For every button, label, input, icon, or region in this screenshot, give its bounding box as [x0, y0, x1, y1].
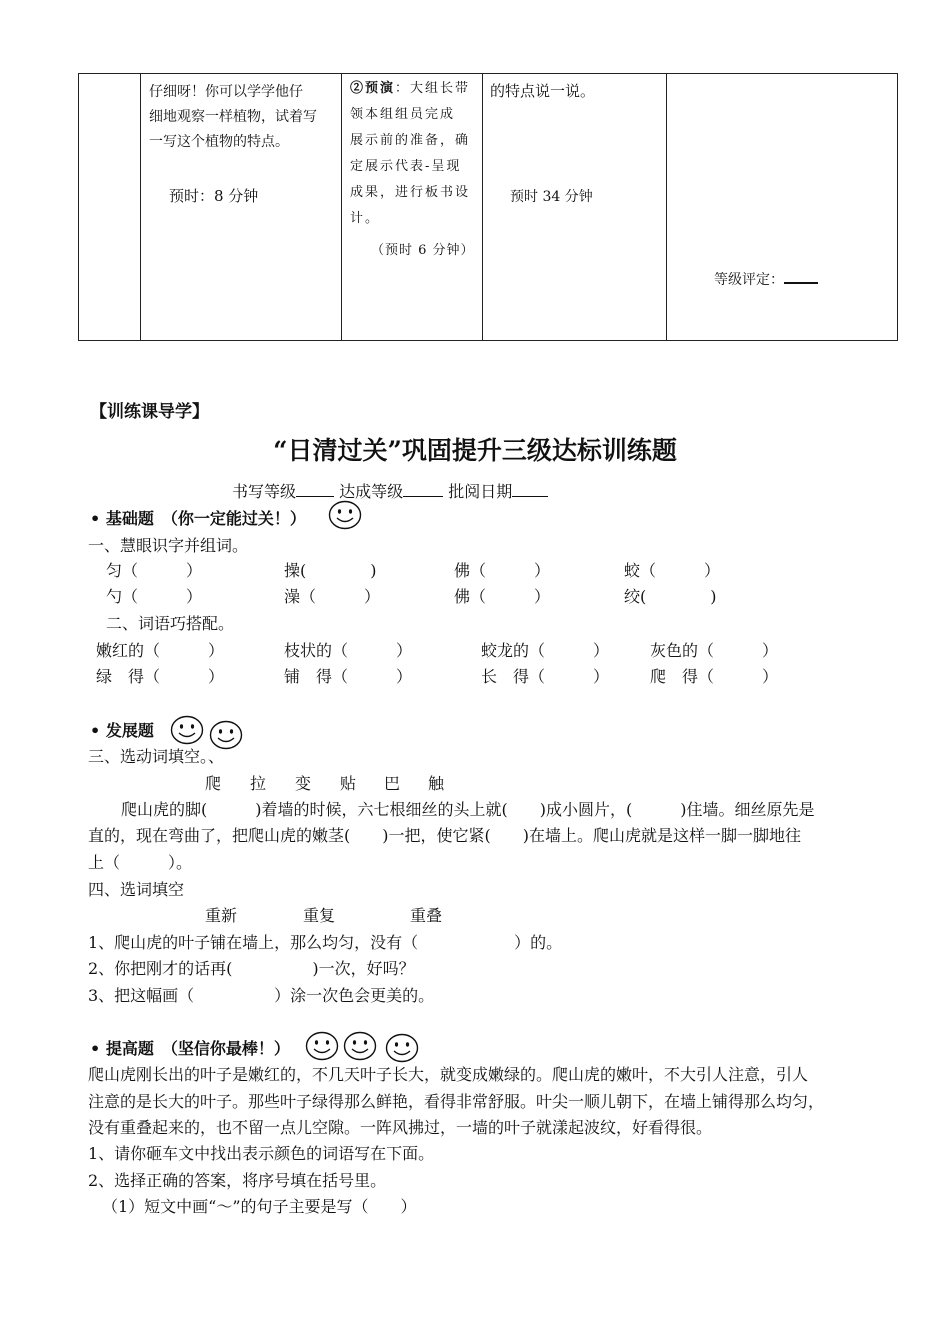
passage-line: 爬山虎刚长出的叶子是嫩红的，不几天叶子长大，就变成嫩绿的。爬山虎的嫩叶，不大引人注意，引人: [88, 1065, 809, 1084]
q1-cell: 勺（ ）: [106, 587, 203, 606]
col3-line: 定展示代表-呈现: [350, 159, 462, 174]
smiley-icon: [305, 1031, 339, 1061]
q4-item: 2、你把刚才的话再( )一次，好吗？: [88, 959, 415, 978]
develop-heading: [90, 718, 154, 741]
table-divider: [482, 74, 483, 340]
q3-para-line: 直的，现在弯曲了，把爬山虎的嫩茎( )一把，使它紧( )在墙上。爬山虎就是这样一脚一脚地往: [88, 826, 801, 845]
adv-q2-sub1: （1）短文中画“～”的句子主要是写（ ）: [102, 1197, 417, 1216]
section-tag: 【训练课导学】: [90, 402, 209, 422]
q1-title: 一、慧眼识字并组词。: [88, 536, 249, 555]
table-divider: [666, 74, 667, 340]
q4-item: 3、把这幅画（ ）涂一次色会更美的。: [88, 986, 435, 1005]
col3-prefix: ②预演: [350, 81, 396, 96]
q2-cell: 嫩红的（ ）: [96, 641, 225, 660]
q2-cell: 长 得（ ）: [481, 667, 610, 686]
basic-heading: [90, 506, 306, 529]
q1-cell: 佛（ ）: [454, 561, 551, 580]
grade-eval: [714, 268, 818, 289]
q1-cell: 蛟（ ）: [624, 561, 721, 580]
q3-word: 巴: [384, 774, 401, 793]
adv-q1: 1、请你砸车文中找出表示颜色的词语写在下面。: [88, 1144, 435, 1163]
writing-grade-label: 书写等级: [232, 482, 297, 501]
bullet: •: [90, 721, 101, 740]
q2-cell: 灰色的（ ）: [650, 641, 779, 660]
col3-time: （预时 6 分钟）: [371, 243, 475, 258]
basic-title: 基础题 （你一定能过关！）: [105, 509, 306, 528]
achieve-grade-blank: [403, 482, 443, 497]
lesson-table: [78, 73, 898, 341]
review-date-label: 批阅日期: [448, 482, 513, 501]
passage-line: 没有重叠起来的，也不留一点儿空隙。一阵风拂过，一墙的叶子就漾起波纹，好看得很。: [88, 1118, 713, 1137]
col2-line: 一写这个植物的特点。: [149, 134, 289, 150]
develop-title: 发展题: [105, 721, 154, 740]
q1-cell: 操( ): [284, 561, 377, 580]
grade-eval-label: 等级评定：: [714, 272, 784, 288]
smiley-icon: [385, 1033, 419, 1063]
q1-cell: 匀（ ）: [106, 561, 203, 580]
smiley-icon: [328, 500, 362, 530]
col3-line: 展示前的准备，确: [350, 133, 471, 148]
q2-cell: 绿 得（ ）: [96, 667, 225, 686]
bullet: •: [90, 1039, 101, 1058]
main-title: “日清过关”巩固提升三级达标训练题: [273, 436, 677, 465]
q3-word: 变: [295, 774, 312, 793]
col3-line: 成果，进行板书设: [350, 185, 471, 200]
q3-word: 爬: [205, 774, 222, 793]
col2-line: 仔细呀！你可以学学他仔: [149, 84, 303, 100]
writing-grade-blank: [296, 482, 334, 497]
advanced-heading: [90, 1036, 290, 1059]
q3-para-line: 上（ ）。: [88, 853, 193, 872]
q2-cell: 蛟龙的（ ）: [481, 641, 610, 660]
achieve-grade-label: 达成等级: [339, 482, 404, 501]
q3-word: 拉: [250, 774, 267, 793]
q4-word: 重新: [205, 906, 238, 925]
col2-text: [149, 80, 339, 155]
q3-word: 贴: [340, 774, 357, 793]
q4-title: 四、选词填空: [88, 880, 185, 899]
q2-cell: 铺 得（ ）: [284, 667, 413, 686]
passage-line: 注意的是长大的叶子。那些叶子绿得那么鲜艳，看得非常舒服。叶尖一顺儿朝下，在墙上铺得那么均匀，: [88, 1092, 825, 1111]
review-date-blank: [512, 482, 548, 497]
col2-time: 预时：8 分钟: [169, 187, 259, 205]
q2-title: 二、词语巧搭配。: [106, 614, 235, 633]
q3-title: 三、选动词填空。、: [88, 747, 225, 766]
col3-line: ：大组长带: [395, 81, 471, 96]
smiley-icon: [170, 715, 204, 745]
bullet: •: [90, 509, 101, 528]
col4-line: 的特点说一说。: [490, 82, 596, 100]
q4-word: 重复: [303, 906, 336, 925]
q3-word: 触: [428, 774, 445, 793]
q1-cell: 绞( ): [624, 587, 717, 606]
table-divider: [341, 74, 342, 340]
q2-cell: 枝状的（ ）: [284, 641, 413, 660]
table-divider: [140, 74, 141, 340]
q4-item: 1、爬山虎的叶子铺在墙上，那么均匀，没有（ ）的。: [88, 933, 563, 952]
col3-line: 领本组组员完成: [350, 107, 456, 122]
q1-cell: 澡（ ）: [284, 587, 381, 606]
q2-cell: 爬 得（ ）: [650, 667, 779, 686]
q3-para-line: 爬山虎的脚( )着墙的时候，六七根细丝的头上就( )成小圆片，( )住墙。细丝原先是: [121, 800, 815, 819]
advanced-title: 提高题 （坚信你最棒！）: [105, 1039, 290, 1058]
adv-q2: 2、选择正确的答案，将序号填在括号里。: [88, 1171, 387, 1190]
smiley-icon: [343, 1031, 377, 1061]
col3-line: 计。: [350, 211, 381, 226]
col2-line: 细地观察一样植物，试着写: [149, 109, 317, 125]
col3-text: [350, 76, 478, 232]
q1-cell: 佛（ ）: [454, 587, 551, 606]
grade-line: [232, 479, 548, 502]
grade-eval-blank: [784, 268, 818, 284]
q4-word: 重叠: [410, 906, 443, 925]
col4-time: 预时 34 分钟: [510, 189, 593, 205]
